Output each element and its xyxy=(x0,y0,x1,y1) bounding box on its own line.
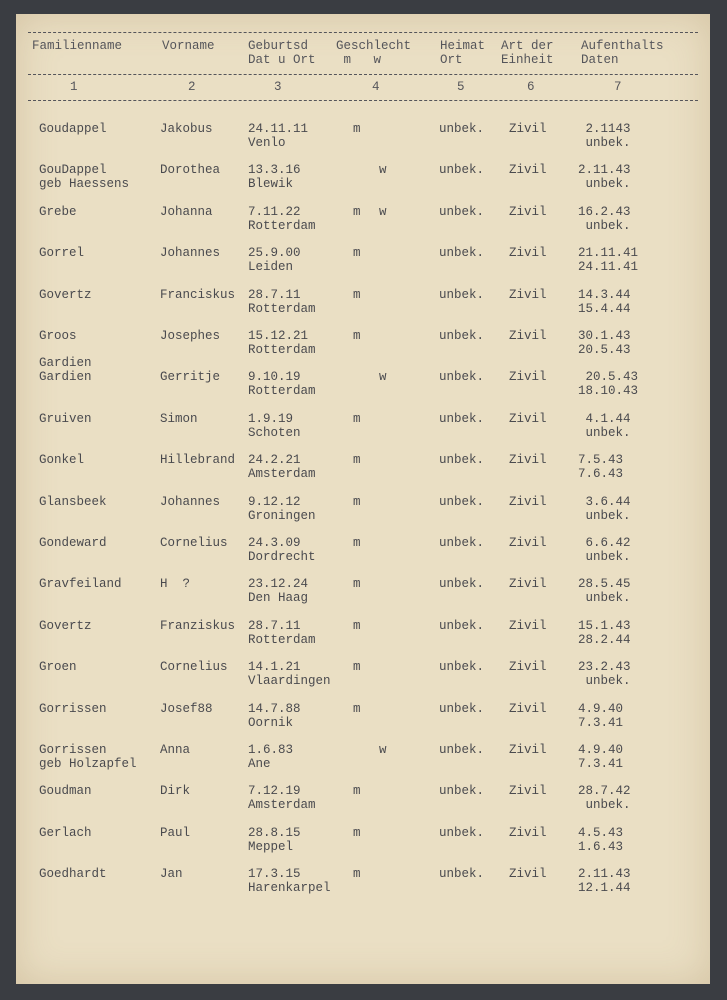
geschlecht-m-cell: m xyxy=(353,784,361,799)
header-rule xyxy=(28,74,698,75)
document-sheet xyxy=(16,14,710,984)
aufenthalt-cell: 30.1.43 20.5.43 xyxy=(578,329,631,357)
vorname-cell: Gerritje xyxy=(160,370,221,385)
geburtsdatum-cell: 9.10.19 Rotterdam xyxy=(248,370,316,399)
geburtsdatum-cell: 23.12.24 Den Haag xyxy=(248,577,309,606)
aufenthalt-cell: 6.6.42 unbek. xyxy=(585,536,631,564)
vorname-cell: Josef88 xyxy=(160,701,213,716)
einheit-cell: Zivil xyxy=(509,411,547,426)
table-row xyxy=(16,702,710,742)
heimat-cell: unbek. xyxy=(439,494,485,509)
familienname-cell: Govertz xyxy=(39,618,92,633)
geburtsdatum-cell: 7.12.19 Amsterdam xyxy=(248,784,316,813)
heimat-cell: unbek. xyxy=(439,867,485,882)
table-row xyxy=(16,826,710,866)
table-row xyxy=(16,288,710,328)
familienname-cell: Govertz xyxy=(39,287,92,302)
geburtsdatum-cell: 7.11.22 Rotterdam xyxy=(248,204,316,233)
vorname-cell: Anna xyxy=(160,743,191,757)
geschlecht-m-cell: m xyxy=(353,287,361,302)
geschlecht-m-cell: m xyxy=(353,867,361,882)
familienname-cell: Groen xyxy=(39,660,77,675)
familienname-cell: Goedhardt xyxy=(39,867,107,882)
aufenthalt-cell: 16.2.43 unbek. xyxy=(578,204,631,233)
vorname-cell: Simon xyxy=(160,411,198,426)
heimat-cell: unbek. xyxy=(439,743,485,757)
einheit-cell: Zivil xyxy=(509,784,547,799)
vorname-cell: Franziskus xyxy=(160,618,236,633)
familienname-cell: Gorrissen xyxy=(39,701,107,716)
geburtsdatum-cell: 1.6.83 Ane xyxy=(248,743,294,771)
header-geschlecht: Geschlecht m w xyxy=(336,39,412,67)
vorname-cell: Franciskus xyxy=(160,287,236,302)
familienname-cell: Gorrel xyxy=(39,246,85,261)
table-row xyxy=(16,412,710,452)
vorname-cell: H ? xyxy=(160,577,191,592)
einheit-cell: Zivil xyxy=(509,204,547,219)
geschlecht-m-cell: m xyxy=(353,329,361,343)
heimat-cell: unbek. xyxy=(439,411,485,426)
familienname-cell: Gardien xyxy=(39,370,92,385)
heimat-cell: unbek. xyxy=(439,618,485,633)
vorname-cell: Cornelius xyxy=(160,536,228,550)
aufenthalt-cell: 15.1.43 28.2.44 xyxy=(578,618,631,647)
column-number: 2 xyxy=(188,80,196,94)
vorname-cell: Cornelius xyxy=(160,660,228,675)
aufenthalt-cell: 21.11.41 24.11.41 xyxy=(578,246,639,275)
geburtsdatum-cell: 1.9.19 Schoten xyxy=(248,411,301,440)
table-row xyxy=(16,619,710,659)
familienname-cell: Gerlach xyxy=(39,825,92,840)
table-row xyxy=(16,743,710,783)
geschlecht-m-cell: m xyxy=(353,122,361,136)
familienname-cell: Grebe xyxy=(39,204,77,219)
einheit-cell: Zivil xyxy=(509,618,547,633)
column-number: 6 xyxy=(527,80,535,94)
einheit-cell: Zivil xyxy=(509,825,547,840)
aufenthalt-cell: 14.3.44 15.4.44 xyxy=(578,287,631,316)
einheit-cell: Zivil xyxy=(509,743,547,757)
geschlecht-w-cell: w xyxy=(379,204,387,219)
vorname-cell: Paul xyxy=(160,825,191,840)
geschlecht-w-cell: w xyxy=(379,743,387,757)
aufenthalt-cell: 3.6.44 unbek. xyxy=(585,494,631,523)
geschlecht-m-cell: m xyxy=(353,536,361,550)
aufenthalt-cell: 4.5.43 1.6.43 xyxy=(578,825,624,854)
familienname-cell: Gondeward xyxy=(39,536,107,550)
geburtsdatum-cell: 24.2.21 Amsterdam xyxy=(248,453,316,482)
aufenthalt-cell: 28.7.42 unbek. xyxy=(578,784,631,813)
geburtsdatum-cell: 14.1.21 Vlaardingen xyxy=(248,660,331,689)
geschlecht-w-cell: w xyxy=(379,163,387,178)
aufenthalt-cell: 28.5.45 unbek. xyxy=(578,577,631,606)
column-number: 3 xyxy=(274,80,282,94)
heimat-cell: unbek. xyxy=(439,577,485,592)
table-row xyxy=(16,495,710,535)
aufenthalt-cell: 2.11.43 12.1.44 xyxy=(578,867,631,896)
geburtsdatum-cell: 24.11.11 Venlo xyxy=(248,122,309,150)
geburtsdatum-cell: 9.12.12 Groningen xyxy=(248,494,316,523)
familienname-cell: Gorrissen geb Holzapfel xyxy=(39,743,137,771)
header-familienname: Familienname xyxy=(32,39,123,53)
geburtsdatum-cell: 28.7.11 Rotterdam xyxy=(248,287,316,316)
heimat-cell: unbek. xyxy=(439,122,485,136)
familienname-cell: Groos xyxy=(39,329,77,343)
heimat-cell: unbek. xyxy=(439,453,485,468)
einheit-cell: Zivil xyxy=(509,370,547,385)
einheit-cell: Zivil xyxy=(509,453,547,468)
geschlecht-m-cell: m xyxy=(353,411,361,426)
familienname-cell: Gravfeiland xyxy=(39,577,122,592)
geburtsdatum-cell: 17.3.15 Harenkarpel xyxy=(248,867,331,896)
einheit-cell: Zivil xyxy=(509,494,547,509)
aufenthalt-cell: 4.9.40 7.3.41 xyxy=(578,701,624,730)
einheit-cell: Zivil xyxy=(509,660,547,675)
aufenthalt-cell: 2.11.43 unbek. xyxy=(578,163,631,192)
geburtsdatum-cell: 15.12.21 Rotterdam xyxy=(248,329,316,357)
familienname-cell: GouDappel geb Haessens xyxy=(39,163,130,192)
geburtsdatum-cell: 25.9.00 Leiden xyxy=(248,246,301,275)
aufenthalt-cell: 20.5.43 18.10.43 xyxy=(578,370,639,399)
geschlecht-m-cell: m xyxy=(353,701,361,716)
table-row xyxy=(16,205,710,245)
vorname-cell: Dorothea xyxy=(160,163,221,178)
geburtsdatum-cell: 24.3.09 Dordrecht xyxy=(248,536,316,564)
familienname-cell: Glansbeek xyxy=(39,494,107,509)
vorname-cell: Jakobus xyxy=(160,122,213,136)
heimat-cell: unbek. xyxy=(439,784,485,799)
column-number: 1 xyxy=(70,80,78,94)
header-heimat: Heimat Ort xyxy=(440,39,486,67)
einheit-cell: Zivil xyxy=(509,122,547,136)
einheit-cell: Zivil xyxy=(509,329,547,343)
geburtsdatum-cell: 13.3.16 Blewik xyxy=(248,163,301,192)
vorname-cell: Hillebrand xyxy=(160,453,236,468)
familienname-cell: Goudman xyxy=(39,784,92,799)
heimat-cell: unbek. xyxy=(439,163,485,178)
heimat-cell: unbek. xyxy=(439,660,485,675)
familienname-cell: Goudappel xyxy=(39,122,107,136)
heimat-cell: unbek. xyxy=(439,204,485,219)
aufenthalt-cell: 7.5.43 7.6.43 xyxy=(578,453,624,482)
geschlecht-m-cell: m xyxy=(353,825,361,840)
einheit-cell: Zivil xyxy=(509,246,547,261)
geschlecht-m-cell: m xyxy=(353,494,361,509)
einheit-cell: Zivil xyxy=(509,577,547,592)
heimat-cell: unbek. xyxy=(439,825,485,840)
vorname-cell: Jan xyxy=(160,867,183,882)
table-row xyxy=(16,122,710,162)
heimat-cell: unbek. xyxy=(439,701,485,716)
vorname-cell: Josephes xyxy=(160,329,221,343)
aufenthalt-cell: 4.1.44 unbek. xyxy=(585,411,631,440)
table-row xyxy=(16,246,710,286)
geschlecht-m-cell: m xyxy=(353,577,361,592)
geschlecht-m-cell: m xyxy=(353,618,361,633)
table-row xyxy=(16,577,710,617)
table-row xyxy=(16,660,710,700)
einheit-cell: Zivil xyxy=(509,287,547,302)
header-einheit: Art der Einheit xyxy=(501,39,554,67)
header-geburtsdatum: Geburtsd Dat u Ort xyxy=(248,39,316,67)
top-rule xyxy=(28,32,698,33)
heimat-cell: unbek. xyxy=(439,287,485,302)
familienname-annotation: Gardien xyxy=(39,356,92,371)
aufenthalt-cell: 4.9.40 7.3.41 xyxy=(578,743,624,771)
table-row xyxy=(16,453,710,493)
table-row xyxy=(16,536,710,576)
column-number: 5 xyxy=(457,80,465,94)
column-number: 7 xyxy=(614,80,622,94)
vorname-cell: Dirk xyxy=(160,784,191,799)
table-row xyxy=(16,784,710,824)
einheit-cell: Zivil xyxy=(509,867,547,882)
heimat-cell: unbek. xyxy=(439,536,485,550)
heimat-cell: unbek. xyxy=(439,370,485,385)
geschlecht-m-cell: m xyxy=(353,453,361,468)
heimat-cell: unbek. xyxy=(439,329,485,343)
geschlecht-m-cell: m xyxy=(353,660,361,675)
geburtsdatum-cell: 28.8.15 Meppel xyxy=(248,825,301,854)
familienname-cell: Gonkel xyxy=(39,453,85,468)
geschlecht-m-cell: m xyxy=(353,246,361,261)
header-vorname: Vorname xyxy=(162,39,215,53)
vorname-cell: Johannes xyxy=(160,246,221,261)
aufenthalt-cell: 23.2.43 unbek. xyxy=(578,660,631,689)
heimat-cell: unbek. xyxy=(439,246,485,261)
familienname-cell: Gruiven xyxy=(39,411,92,426)
geschlecht-w-cell: w xyxy=(379,370,387,385)
geschlecht-m-cell: m xyxy=(353,204,361,219)
table-row xyxy=(16,163,710,203)
table-row xyxy=(16,867,710,907)
aufenthalt-cell: 2.1143 unbek. xyxy=(585,122,631,150)
vorname-cell: Johanna xyxy=(160,204,213,219)
table-row xyxy=(16,329,710,369)
column-number: 4 xyxy=(372,80,380,94)
einheit-cell: Zivil xyxy=(509,536,547,550)
einheit-cell: Zivil xyxy=(509,701,547,716)
einheit-cell: Zivil xyxy=(509,163,547,178)
table-row xyxy=(16,356,710,410)
header-aufenthalt: Aufenthalts Daten xyxy=(581,39,664,67)
vorname-cell: Johannes xyxy=(160,494,221,509)
geburtsdatum-cell: 14.7.88 Oornik xyxy=(248,701,301,730)
numbers-rule xyxy=(28,100,698,101)
geburtsdatum-cell: 28.7.11 Rotterdam xyxy=(248,618,316,647)
